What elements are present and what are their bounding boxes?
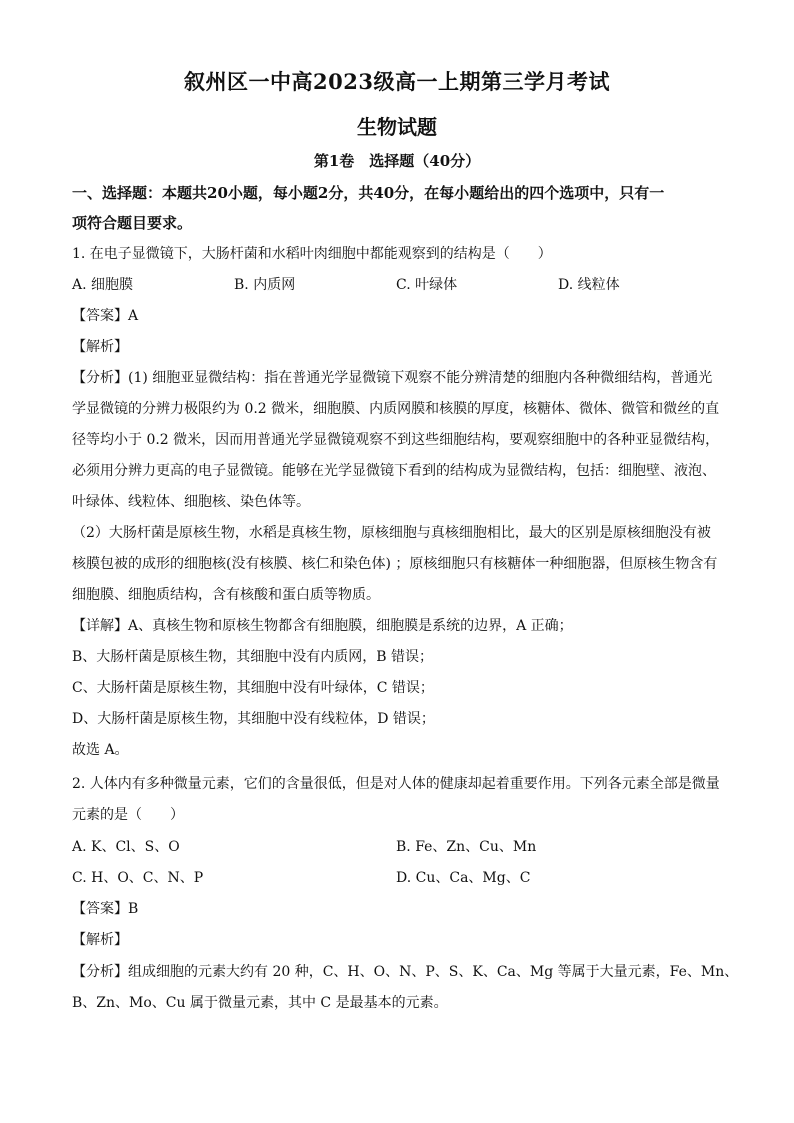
q1-analysis-line: 【分析】(1) 细胞亚显微结构：指在普通光学显微镜下观察不能分辨清楚的细胞内各种微细结构，普通光 bbox=[72, 370, 713, 386]
q1-analysis-line: 叶绿体、线粒体、细胞核、染色体等。 bbox=[72, 494, 310, 510]
instructions-line-1: 一、选择题：本题共20小题，每小题2分，共40分，在每小题给出的四个选项中，只有一 bbox=[72, 184, 665, 202]
instructions-line-2: 项符合题目要求。 bbox=[72, 214, 193, 232]
q1-analysis-line: 必须用分辨力更高的电子显微镜。能够在光学显微镜下看到的结构成为显微结构，包括：细胞壁、液泡、 bbox=[72, 463, 716, 479]
q2-stem-line-2: 元素的是（ ） bbox=[72, 807, 184, 823]
q2-analysis-line: B、Zn、Mo、Cu 属于微量元素，其中 C 是最基本的元素。 bbox=[72, 995, 448, 1011]
q1-option-c: C. 叶绿体 bbox=[396, 277, 458, 293]
q2-jiexi-label: 【解析】 bbox=[72, 932, 128, 948]
q1-detail-line: B、大肠杆菌是原核生物，其细胞中没有内质网，B 错误； bbox=[72, 649, 434, 665]
q1-analysis-line: 细胞膜、细胞质结构，含有核酸和蛋白质等物质。 bbox=[72, 587, 380, 603]
q1-analysis-line: 学显微镜的分辨力极限约为 0.2 微米，细胞膜、内质网膜和核膜的厚度，核糖体、微体、微管和微丝的直 bbox=[72, 401, 720, 417]
q1-detail-line: D、大肠杆菌是原核生物，其细胞中没有线粒体，D 错误； bbox=[72, 711, 435, 727]
q2-stem-line-1: 2. 人体内有多种微量元素，它们的含量很低，但是对人体的健康却起着重要作用。下列各元素全部是微量 bbox=[72, 776, 720, 792]
subject-title: 生物试题 bbox=[357, 115, 437, 139]
q2-answer: 【答案】B bbox=[72, 901, 139, 917]
q1-analysis-line: 核膜包被的成形的细胞核(没有核膜、核仁和染色体) ；原核细胞只有核糖体一种细胞器，但原核生物含有 bbox=[72, 556, 718, 572]
q2-option-a: A. K、Cl、S、O bbox=[72, 839, 180, 855]
q1-answer: 【答案】A bbox=[72, 308, 139, 324]
section-title: 第1卷 选择题（40分） bbox=[313, 152, 481, 170]
q1-detail-line: 故选 A。 bbox=[72, 742, 129, 758]
exam-title: 叙州区一中高2023级高一上期第三学月考试 bbox=[184, 69, 610, 94]
q2-analysis-line: 【分析】组成细胞的元素大约有 20 种，C、H、O、N、P、S、K、Ca、Mg 等属于大量元素，Fe、Mn、 bbox=[72, 964, 739, 980]
q1-analysis-line: （2）大肠杆菌是原核生物，水稻是真核生物，原核细胞与真核细胞相比，最大的区别是原核细胞没有被 bbox=[72, 525, 711, 541]
q1-stem: 1. 在电子显微镜下，大肠杆菌和水稻叶肉细胞中都能观察到的结构是（ ） bbox=[72, 246, 552, 262]
q2-option-b: B. Fe、Zn、Cu、Mn bbox=[396, 839, 537, 855]
q1-detail-line: 【详解】A、真核生物和原核生物都含有细胞膜，细胞膜是系统的边界，A 正确； bbox=[72, 618, 573, 634]
q1-jiexi-label: 【解析】 bbox=[72, 339, 128, 355]
q1-detail-line: C、大肠杆菌是原核生物，其细胞中没有叶绿体，C 错误； bbox=[72, 680, 434, 696]
q1-option-a: A. 细胞膜 bbox=[72, 277, 134, 293]
q2-option-d: D. Cu、Ca、Mg、C bbox=[396, 870, 531, 886]
q1-analysis-line: 径等均小于 0.2 微米，因而用普通光学显微镜观察不到这些细胞结构，要观察细胞中的各种亚显微结构， bbox=[72, 432, 720, 448]
q1-option-d: D. 线粒体 bbox=[558, 277, 620, 293]
q2-option-c: C. H、O、C、N、P bbox=[72, 870, 204, 886]
q1-option-b: B. 内质网 bbox=[234, 277, 296, 293]
